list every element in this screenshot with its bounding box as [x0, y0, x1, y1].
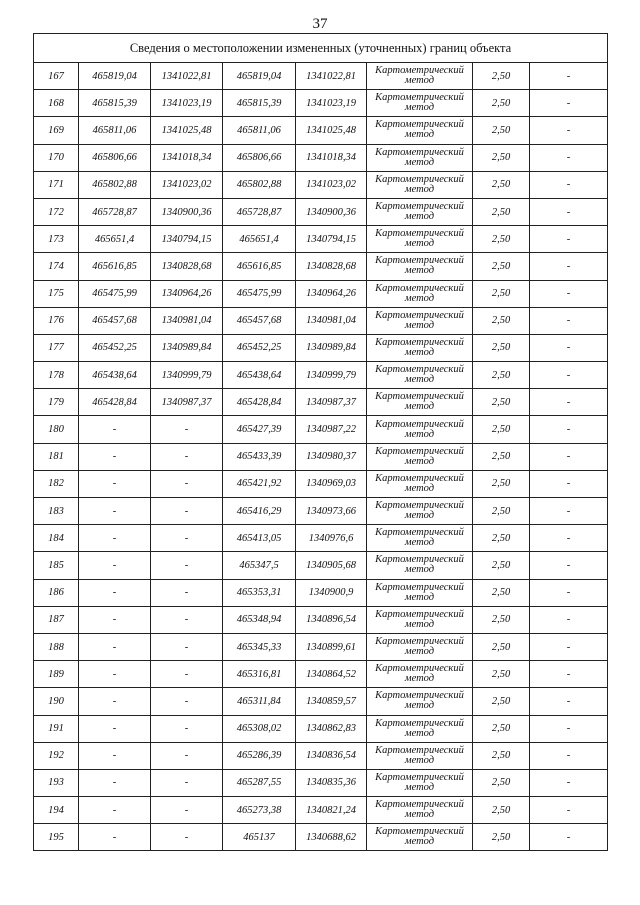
updated-y-cell: 1340828,68 — [296, 253, 367, 280]
updated-y-cell: 1341023,02 — [296, 171, 367, 198]
note-cell: - — [530, 253, 608, 280]
point-number-cell: 189 — [34, 661, 79, 688]
updated-y-cell: 1340987,22 — [296, 416, 367, 443]
existing-x-cell: 465802,88 — [79, 171, 151, 198]
method-cell: Картометрический метод — [367, 117, 473, 144]
existing-x-cell: - — [79, 742, 151, 769]
method-cell: Картометрический метод — [367, 824, 473, 851]
existing-y-cell: - — [151, 498, 223, 525]
updated-y-cell: 1340896,54 — [296, 606, 367, 633]
updated-y-cell: 1340980,37 — [296, 443, 367, 470]
existing-x-cell: - — [79, 715, 151, 742]
accuracy-cell: 2,50 — [473, 362, 530, 389]
updated-x-cell: 465345,33 — [223, 633, 296, 660]
point-number-cell: 167 — [34, 63, 79, 90]
point-number-cell: 170 — [34, 144, 79, 171]
point-number-cell: 188 — [34, 633, 79, 660]
updated-x-cell: 465348,94 — [223, 606, 296, 633]
note-cell: - — [530, 280, 608, 307]
table-row — [34, 63, 608, 90]
existing-y-cell: - — [151, 715, 223, 742]
existing-y-cell: 1340999,79 — [151, 362, 223, 389]
point-number-cell: 180 — [34, 416, 79, 443]
accuracy-cell: 2,50 — [473, 307, 530, 334]
note-cell: - — [530, 742, 608, 769]
table-row — [34, 633, 608, 660]
existing-y-cell: 1340989,84 — [151, 334, 223, 361]
table-row — [34, 470, 608, 497]
table-row — [34, 606, 608, 633]
existing-x-cell: - — [79, 661, 151, 688]
point-number-cell: 193 — [34, 769, 79, 796]
note-cell: - — [530, 226, 608, 253]
table-row — [34, 498, 608, 525]
existing-y-cell: 1340987,37 — [151, 389, 223, 416]
existing-y-cell: - — [151, 525, 223, 552]
accuracy-cell: 2,50 — [473, 144, 530, 171]
method-cell: Картометрический метод — [367, 63, 473, 90]
note-cell: - — [530, 824, 608, 851]
updated-y-cell: 1340905,68 — [296, 552, 367, 579]
accuracy-cell: 2,50 — [473, 253, 530, 280]
updated-x-cell: 465413,05 — [223, 525, 296, 552]
method-cell: Картометрический метод — [367, 715, 473, 742]
updated-x-cell: 465308,02 — [223, 715, 296, 742]
updated-x-cell: 465433,39 — [223, 443, 296, 470]
method-cell: Картометрический метод — [367, 797, 473, 824]
existing-x-cell: 465475,99 — [79, 280, 151, 307]
updated-y-cell: 1340999,79 — [296, 362, 367, 389]
accuracy-cell: 2,50 — [473, 198, 530, 225]
point-number-cell: 174 — [34, 253, 79, 280]
existing-y-cell: - — [151, 470, 223, 497]
point-number-cell: 195 — [34, 824, 79, 851]
accuracy-cell: 2,50 — [473, 334, 530, 361]
updated-x-cell: 465802,88 — [223, 171, 296, 198]
table-row — [34, 389, 608, 416]
table-row — [34, 742, 608, 769]
existing-y-cell: 1340828,68 — [151, 253, 223, 280]
table-row — [34, 144, 608, 171]
table-row — [34, 416, 608, 443]
existing-y-cell: 1341022,81 — [151, 63, 223, 90]
existing-y-cell: - — [151, 661, 223, 688]
page-number: 37 — [312, 16, 328, 32]
accuracy-cell: 2,50 — [473, 824, 530, 851]
existing-x-cell: - — [79, 797, 151, 824]
note-cell: - — [530, 552, 608, 579]
existing-y-cell: - — [151, 769, 223, 796]
updated-y-cell: 1340900,9 — [296, 579, 367, 606]
updated-y-cell: 1340973,66 — [296, 498, 367, 525]
updated-y-cell: 1341023,19 — [296, 90, 367, 117]
method-cell: Картометрический метод — [367, 226, 473, 253]
method-cell: Картометрический метод — [367, 579, 473, 606]
accuracy-cell: 2,50 — [473, 117, 530, 144]
accuracy-cell: 2,50 — [473, 715, 530, 742]
updated-y-cell: 1340964,26 — [296, 280, 367, 307]
table-row — [34, 171, 608, 198]
updated-y-cell: 1340688,62 — [296, 824, 367, 851]
updated-x-cell: 465347,5 — [223, 552, 296, 579]
note-cell: - — [530, 443, 608, 470]
existing-x-cell: 465457,68 — [79, 307, 151, 334]
note-cell: - — [530, 470, 608, 497]
existing-y-cell: 1341023,19 — [151, 90, 223, 117]
updated-x-cell: 465819,04 — [223, 63, 296, 90]
existing-x-cell: 465651,4 — [79, 226, 151, 253]
accuracy-cell: 2,50 — [473, 688, 530, 715]
updated-y-cell: 1340836,54 — [296, 742, 367, 769]
existing-x-cell: - — [79, 633, 151, 660]
existing-x-cell: 465806,66 — [79, 144, 151, 171]
updated-x-cell: 465428,84 — [223, 389, 296, 416]
updated-x-cell: 465815,39 — [223, 90, 296, 117]
note-cell: - — [530, 688, 608, 715]
point-number-cell: 175 — [34, 280, 79, 307]
method-cell: Картометрический метод — [367, 470, 473, 497]
updated-y-cell: 1340835,36 — [296, 769, 367, 796]
point-number-cell: 173 — [34, 226, 79, 253]
existing-x-cell: - — [79, 498, 151, 525]
updated-x-cell: 465452,25 — [223, 334, 296, 361]
note-cell: - — [530, 797, 608, 824]
updated-y-cell: 1340864,52 — [296, 661, 367, 688]
existing-x-cell: - — [79, 606, 151, 633]
point-number-cell: 171 — [34, 171, 79, 198]
existing-y-cell: 1340981,04 — [151, 307, 223, 334]
updated-x-cell: 465616,85 — [223, 253, 296, 280]
point-number-cell: 190 — [34, 688, 79, 715]
table-row — [34, 715, 608, 742]
point-number-cell: 194 — [34, 797, 79, 824]
accuracy-cell: 2,50 — [473, 416, 530, 443]
note-cell: - — [530, 90, 608, 117]
note-cell: - — [530, 579, 608, 606]
note-cell: - — [530, 144, 608, 171]
method-cell: Картометрический метод — [367, 362, 473, 389]
note-cell: - — [530, 117, 608, 144]
point-number-cell: 179 — [34, 389, 79, 416]
point-number-cell: 177 — [34, 334, 79, 361]
accuracy-cell: 2,50 — [473, 633, 530, 660]
table-row — [34, 443, 608, 470]
point-number-cell: 168 — [34, 90, 79, 117]
updated-x-cell: 465137 — [223, 824, 296, 851]
existing-y-cell: - — [151, 579, 223, 606]
updated-x-cell: 465316,81 — [223, 661, 296, 688]
existing-y-cell: - — [151, 443, 223, 470]
updated-y-cell: 1340976,6 — [296, 525, 367, 552]
accuracy-cell: 2,50 — [473, 498, 530, 525]
method-cell: Картометрический метод — [367, 416, 473, 443]
note-cell: - — [530, 334, 608, 361]
method-cell: Картометрический метод — [367, 633, 473, 660]
note-cell: - — [530, 416, 608, 443]
point-number-cell: 185 — [34, 552, 79, 579]
accuracy-cell: 2,50 — [473, 280, 530, 307]
boundary-table-container — [33, 33, 607, 851]
method-cell: Картометрический метод — [367, 443, 473, 470]
accuracy-cell: 2,50 — [473, 797, 530, 824]
existing-x-cell: - — [79, 769, 151, 796]
existing-x-cell: - — [79, 525, 151, 552]
updated-x-cell: 465273,38 — [223, 797, 296, 824]
existing-x-cell: - — [79, 824, 151, 851]
table-row — [34, 661, 608, 688]
method-cell: Картометрический метод — [367, 769, 473, 796]
accuracy-cell: 2,50 — [473, 606, 530, 633]
updated-x-cell: 465438,64 — [223, 362, 296, 389]
updated-y-cell: 1340899,61 — [296, 633, 367, 660]
table-row — [34, 117, 608, 144]
updated-x-cell: 465651,4 — [223, 226, 296, 253]
updated-x-cell: 465811,06 — [223, 117, 296, 144]
method-cell: Картометрический метод — [367, 742, 473, 769]
note-cell: - — [530, 715, 608, 742]
updated-x-cell: 465311,84 — [223, 688, 296, 715]
updated-x-cell: 465416,29 — [223, 498, 296, 525]
table-row — [34, 688, 608, 715]
updated-y-cell: 1340989,84 — [296, 334, 367, 361]
table-row — [34, 824, 608, 851]
point-number-cell: 178 — [34, 362, 79, 389]
accuracy-cell: 2,50 — [473, 226, 530, 253]
existing-y-cell: - — [151, 688, 223, 715]
method-cell: Картометрический метод — [367, 90, 473, 117]
method-cell: Картометрический метод — [367, 280, 473, 307]
note-cell: - — [530, 307, 608, 334]
updated-x-cell: 465353,31 — [223, 579, 296, 606]
point-number-cell: 183 — [34, 498, 79, 525]
existing-x-cell: - — [79, 579, 151, 606]
table-row — [34, 253, 608, 280]
updated-y-cell: 1340981,04 — [296, 307, 367, 334]
point-number-cell: 181 — [34, 443, 79, 470]
method-cell: Картометрический метод — [367, 171, 473, 198]
existing-y-cell: 1340794,15 — [151, 226, 223, 253]
note-cell: - — [530, 198, 608, 225]
method-cell: Картометрический метод — [367, 552, 473, 579]
existing-x-cell: - — [79, 552, 151, 579]
table-row — [34, 198, 608, 225]
point-number-cell: 186 — [34, 579, 79, 606]
updated-x-cell: 465421,92 — [223, 470, 296, 497]
updated-y-cell: 1341022,81 — [296, 63, 367, 90]
accuracy-cell: 2,50 — [473, 470, 530, 497]
existing-x-cell: - — [79, 443, 151, 470]
method-cell: Картометрический метод — [367, 498, 473, 525]
note-cell: - — [530, 633, 608, 660]
table-row — [34, 579, 608, 606]
note-cell: - — [530, 661, 608, 688]
existing-x-cell: 465728,87 — [79, 198, 151, 225]
existing-y-cell: 1341025,48 — [151, 117, 223, 144]
point-number-cell: 182 — [34, 470, 79, 497]
updated-x-cell: 465475,99 — [223, 280, 296, 307]
method-cell: Картометрический метод — [367, 661, 473, 688]
existing-x-cell: 465616,85 — [79, 253, 151, 280]
point-number-cell: 184 — [34, 525, 79, 552]
accuracy-cell: 2,50 — [473, 769, 530, 796]
point-number-cell: 192 — [34, 742, 79, 769]
updated-y-cell: 1341018,34 — [296, 144, 367, 171]
existing-x-cell: - — [79, 416, 151, 443]
existing-x-cell: - — [79, 470, 151, 497]
existing-y-cell: - — [151, 797, 223, 824]
note-cell: - — [530, 498, 608, 525]
table-row — [34, 334, 608, 361]
accuracy-cell: 2,50 — [473, 742, 530, 769]
point-number-cell: 176 — [34, 307, 79, 334]
note-cell: - — [530, 63, 608, 90]
existing-y-cell: - — [151, 824, 223, 851]
table-row — [34, 362, 608, 389]
note-cell: - — [530, 525, 608, 552]
existing-x-cell: 465438,64 — [79, 362, 151, 389]
existing-x-cell: 465815,39 — [79, 90, 151, 117]
table-row — [34, 552, 608, 579]
table-row — [34, 525, 608, 552]
point-number-cell: 172 — [34, 198, 79, 225]
existing-y-cell: 1341018,34 — [151, 144, 223, 171]
updated-x-cell: 465427,39 — [223, 416, 296, 443]
table-row — [34, 307, 608, 334]
note-cell: - — [530, 606, 608, 633]
point-number-cell: 191 — [34, 715, 79, 742]
method-cell: Картометрический метод — [367, 389, 473, 416]
method-cell: Картометрический метод — [367, 253, 473, 280]
updated-x-cell: 465728,87 — [223, 198, 296, 225]
existing-x-cell: 465819,04 — [79, 63, 151, 90]
method-cell: Картометрический метод — [367, 144, 473, 171]
existing-y-cell: - — [151, 606, 223, 633]
point-number-cell: 169 — [34, 117, 79, 144]
existing-y-cell: 1341023,02 — [151, 171, 223, 198]
updated-y-cell: 1340821,24 — [296, 797, 367, 824]
existing-y-cell: - — [151, 742, 223, 769]
existing-x-cell: - — [79, 688, 151, 715]
method-cell: Картометрический метод — [367, 688, 473, 715]
note-cell: - — [530, 769, 608, 796]
accuracy-cell: 2,50 — [473, 63, 530, 90]
existing-y-cell: - — [151, 552, 223, 579]
accuracy-cell: 2,50 — [473, 579, 530, 606]
updated-y-cell: 1340900,36 — [296, 198, 367, 225]
method-cell: Картометрический метод — [367, 198, 473, 225]
existing-y-cell: - — [151, 416, 223, 443]
updated-x-cell: 465806,66 — [223, 144, 296, 171]
existing-y-cell: - — [151, 633, 223, 660]
updated-y-cell: 1340987,37 — [296, 389, 367, 416]
updated-y-cell: 1340862,83 — [296, 715, 367, 742]
method-cell: Картометрический метод — [367, 307, 473, 334]
existing-y-cell: 1340900,36 — [151, 198, 223, 225]
updated-y-cell: 1340859,57 — [296, 688, 367, 715]
accuracy-cell: 2,50 — [473, 661, 530, 688]
existing-x-cell: 465428,84 — [79, 389, 151, 416]
table-row — [34, 280, 608, 307]
method-cell: Картометрический метод — [367, 606, 473, 633]
updated-y-cell: 1340794,15 — [296, 226, 367, 253]
table-row — [34, 90, 608, 117]
updated-x-cell: 465286,39 — [223, 742, 296, 769]
note-cell: - — [530, 362, 608, 389]
accuracy-cell: 2,50 — [473, 525, 530, 552]
existing-y-cell: 1340964,26 — [151, 280, 223, 307]
boundary-coordinates-table — [33, 33, 608, 851]
table-title-row — [34, 34, 608, 63]
method-cell: Картометрический метод — [367, 334, 473, 361]
accuracy-cell: 2,50 — [473, 389, 530, 416]
table-row — [34, 769, 608, 796]
accuracy-cell: 2,50 — [473, 443, 530, 470]
table-row — [34, 226, 608, 253]
accuracy-cell: 2,50 — [473, 552, 530, 579]
note-cell: - — [530, 171, 608, 198]
table-row — [34, 797, 608, 824]
point-number-cell: 187 — [34, 606, 79, 633]
updated-x-cell: 465457,68 — [223, 307, 296, 334]
accuracy-cell: 2,50 — [473, 171, 530, 198]
accuracy-cell: 2,50 — [473, 90, 530, 117]
existing-x-cell: 465452,25 — [79, 334, 151, 361]
updated-x-cell: 465287,55 — [223, 769, 296, 796]
note-cell: - — [530, 389, 608, 416]
table-title: Сведения о местоположении измененных (уточненных) границ объекта — [34, 34, 608, 63]
method-cell: Картометрический метод — [367, 525, 473, 552]
updated-y-cell: 1340969,03 — [296, 470, 367, 497]
updated-y-cell: 1341025,48 — [296, 117, 367, 144]
existing-x-cell: 465811,06 — [79, 117, 151, 144]
